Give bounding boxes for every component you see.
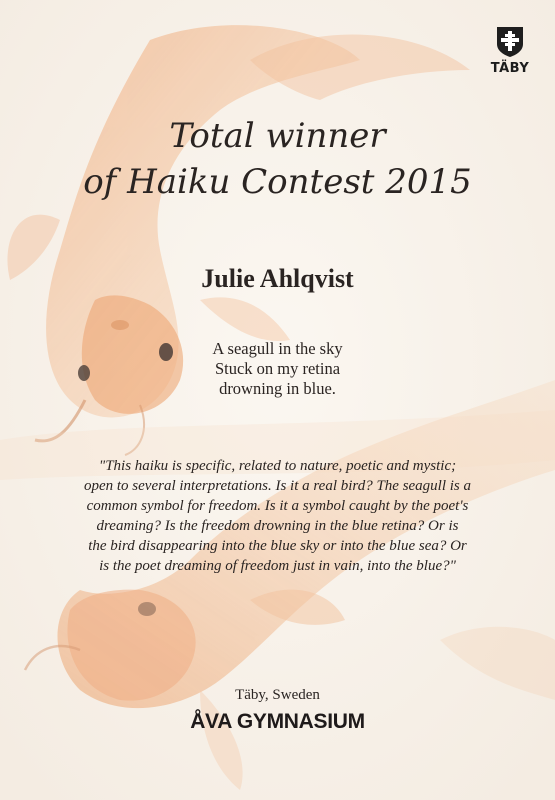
title-line-1: Total winner (169, 116, 386, 156)
logo-text: TÄBY (490, 61, 530, 76)
poem-line: drowning in blue. (219, 379, 336, 398)
comment-line: "This haiku is specific, related to nature, poetic and mystic; (98, 458, 457, 474)
shield-cross-icon (496, 26, 524, 58)
poem-line: A seagull in the sky (212, 339, 343, 358)
comment-line: the bird disappearing into the blue sky or into the blue sea? Or (88, 538, 467, 554)
location-text: Täby, Sweden (235, 687, 320, 703)
taby-logo (488, 26, 532, 76)
comment-line: common symbol for freedom. Is it a symbol caught by the poet's (86, 498, 469, 514)
comment-line: open to several interpretations. Is it a real bird? The seagull is a (83, 478, 472, 494)
comment-line: is the poet dreaming of freedom just in vain, into the blue?" (99, 558, 456, 574)
haiku-poem (0, 339, 555, 399)
school-name: ÅVA GYMNASIUM (190, 710, 365, 733)
jury-comment (0, 456, 555, 576)
title-line-2: of Haiku Contest 2015 (83, 162, 472, 202)
comment-line: dreaming? Is the freedom drowning in the blue retina? Or is (96, 518, 459, 534)
poem-line: Stuck on my retina (214, 359, 341, 378)
certificate-title (0, 113, 555, 205)
winner-name: Julie Ahlqvist (201, 264, 354, 293)
